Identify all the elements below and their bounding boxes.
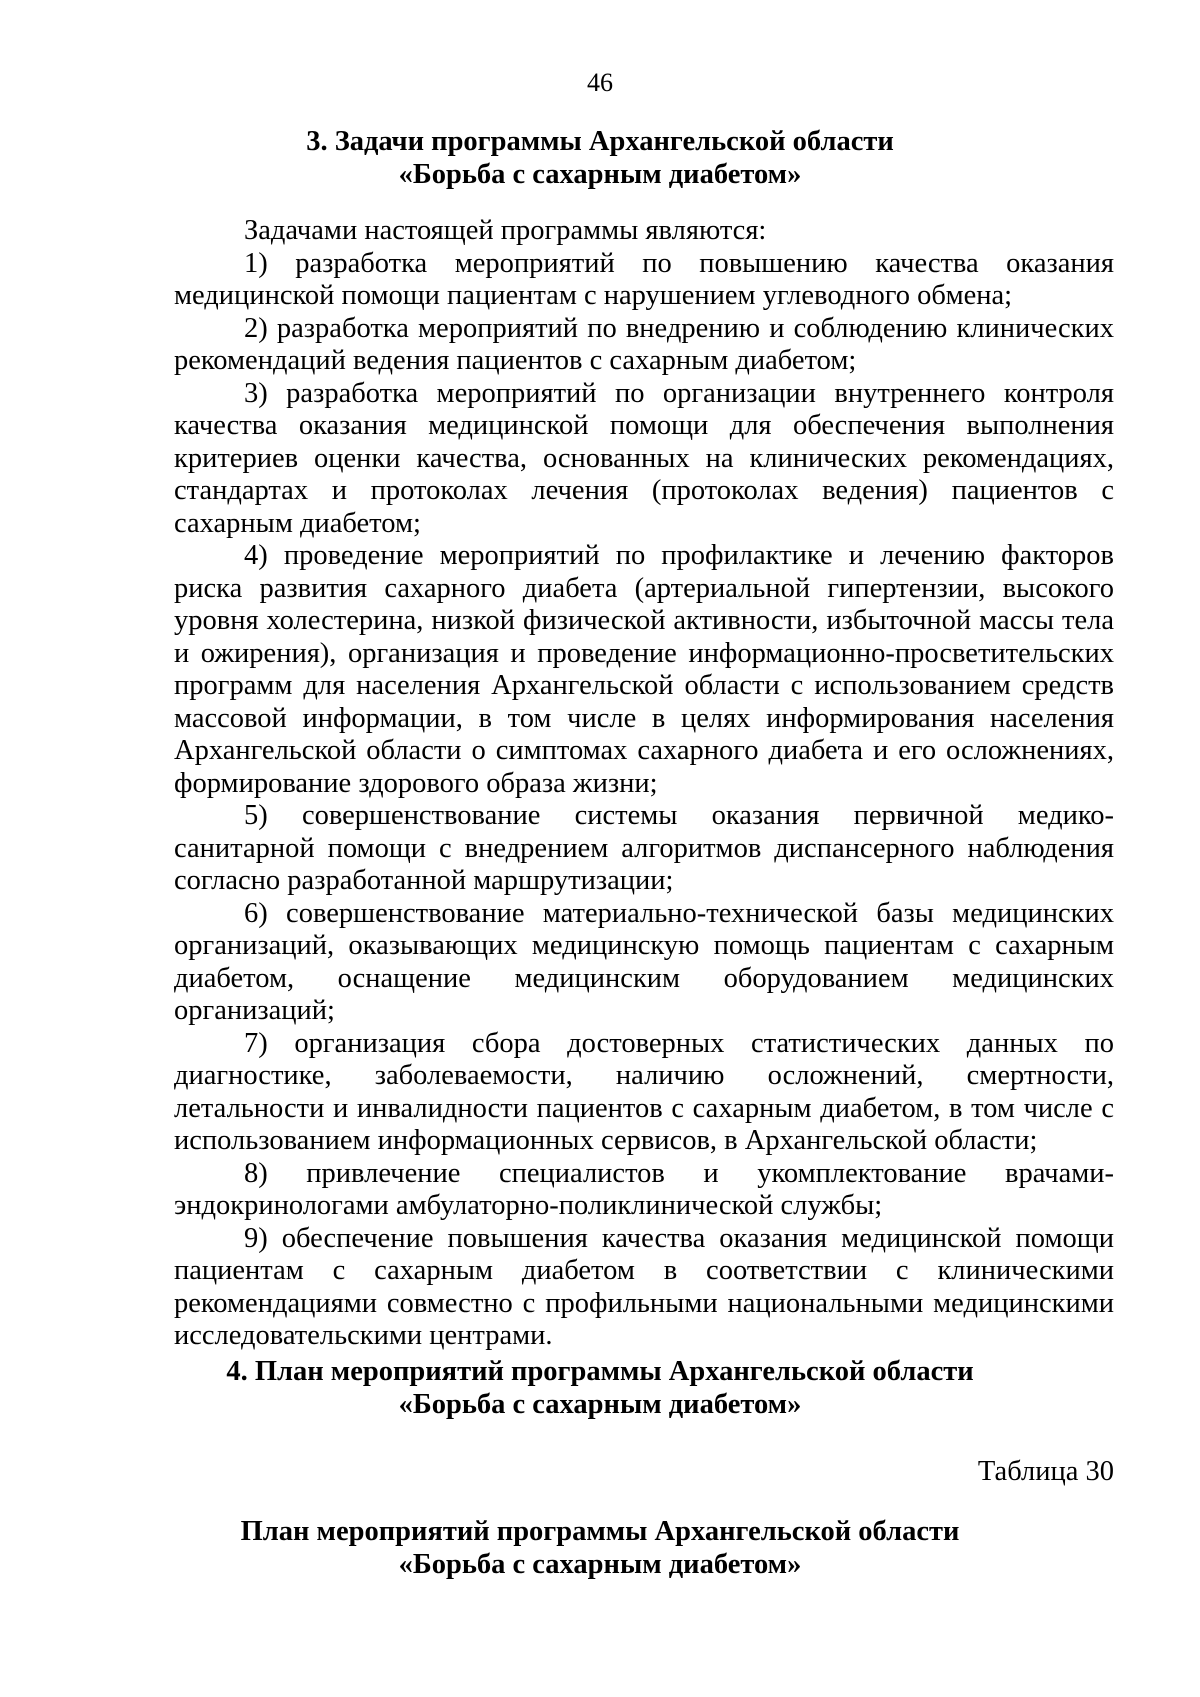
task-item-2: 2) разработка мероприятий по внедрению и соблюдению клинических рекомендаций ведения пациентов с сахарным диабетом;: [174, 312, 1114, 376]
task-item-3: 3) разработка мероприятий по организации внутреннего контроля качества оказания медицинской помощи для обеспечения выполнения критериев оценки качества, основанных на клинических рекомендациях, стандартах и протоколах лечения (протоколах ведения) пациентов с сахарным диабетом;: [174, 377, 1114, 539]
section-3-heading: [0, 125, 1200, 191]
task-item-7: 7) организация сбора достоверных статистических данных по диагностике, заболеваемости, наличию осложнений, смертности, летальности и инвалидности пациентов с сахарным диабетом, в том числе с использованием информационных сервисов, в Архангельской области;: [174, 1027, 1114, 1156]
section-4-title-line-1: 4. План мероприятий программы Архангельской области: [226, 1356, 974, 1387]
section-3-title-line-1: 3. Задачи программы Архангельской области: [306, 126, 894, 157]
task-item-5: 5) совершенствование системы оказания первичной медико-санитарной помощи с внедрением алгоритмов диспансерного наблюдения согласно разработанной маршрутизации;: [174, 800, 1114, 896]
page-number: 46: [587, 68, 613, 97]
table-title-line-2: «Борьба с сахарным диабетом»: [398, 1549, 802, 1580]
table-title: [0, 1515, 1200, 1581]
table-title-line-1: План мероприятий программы Архангельской области: [240, 1516, 960, 1547]
section-3-title-line-2: «Борьба с сахарным диабетом»: [398, 159, 802, 190]
task-item-4: 4) проведение мероприятий по профилактике и лечению факторов риска развития сахарного диабета (артериальной гипертензии, высокого уровня холестерина, низкой физической активности, избыточной массы тела и ожирения), организация и проведение информационно-просветительских программ для населения Архангельской области с использованием средств массовой информации, в том числе в целях информирования населения Архангельской области о симптомах сахарного диабета и его осложнениях, формирование здорового образа жизни;: [174, 540, 1114, 799]
section-4-heading: [0, 1355, 1200, 1421]
tasks-body: [174, 215, 1114, 1353]
task-item-6: 6) совершенствование материально-технической базы медицинских организаций, оказывающих медицинскую помощь пациентам с сахарным диабетом, оснащение медицинским оборудованием медицинских организаций;: [174, 897, 1114, 1026]
tasks-intro: Задачами настоящей программы являются:: [244, 215, 767, 246]
task-item-8: 8) привлечение специалистов и укомплектование врачами-эндокринологами амбулаторно-поликлинической службы;: [174, 1157, 1114, 1221]
table-label: Таблица 30: [977, 1456, 1114, 1487]
section-4-title-line-2: «Борьба с сахарным диабетом»: [398, 1389, 802, 1420]
task-item-9: 9) обеспечение повышения качества оказания медицинской помощи пациентам с сахарным диабетом в соответствии с клиническими рекомендациями совместно с профильными национальными медицинскими исследовательскими центрами.: [174, 1222, 1114, 1351]
task-item-1: 1) разработка мероприятий по повышению качества оказания медицинской помощи пациентам с нарушением углеводного обмена;: [174, 247, 1114, 311]
